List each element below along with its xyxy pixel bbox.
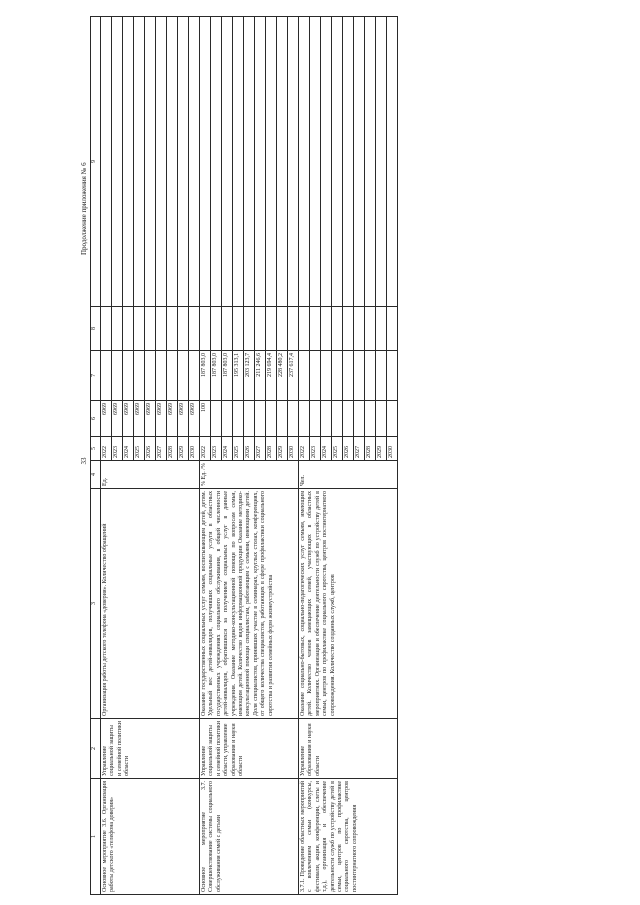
column-number: 7 [91,351,101,401]
amount-cell [156,351,167,401]
measure-name-cell: 3.7.1. Проведение областных мероприятий с вовлечением семьи (конкурсы, фестивали, акции, конференции, слеты и т.д.), организация и обеспечение деятельности служб по устройству детей в семьи, центров по профилактике социального сиротства, центров постинтернатного сопровождения [299,779,398,895]
column-number: 3 [91,489,101,719]
year-cell: 2027 [354,437,365,461]
table-row [200,17,211,895]
value-cell [332,401,343,437]
column-number: 5 [91,437,101,461]
column-9-cell [211,17,222,307]
unit-cell: % Ед. /% [200,461,299,489]
value-cell [255,401,266,437]
continuation-label: Продолжение приложения № 6 [80,162,88,255]
amount-cell [167,351,178,401]
column-8-cell [123,307,134,351]
column-8-cell [277,307,288,351]
year-cell: 2023 [211,437,222,461]
column-8-cell [178,307,189,351]
column-8-cell [101,307,112,351]
column-8-cell [354,307,365,351]
column-9-cell [244,17,255,307]
column-number: 1 [91,779,101,895]
value-cell [354,401,365,437]
column-8-cell [288,307,299,351]
value-cell [244,401,255,437]
indicator-cell: Оказание социально-бытовых, социально-педагогических услуг семьям, имеющим детей. Количество членов замещающих семей, участвующих в областных мероприятиях. Организация и обеспечение деятельности служб по устройству детей в семьи, центров по профилактике социального сиротства, центров постинтернатного сопровождения. Количество созданных служб, центров [299,489,398,719]
value-cell: 6969 [189,401,200,437]
value-cell [321,401,332,437]
value-cell [299,401,310,437]
amount-cell [145,351,156,401]
amount-cell [299,351,310,401]
value-cell [277,401,288,437]
year-cell: 2025 [233,437,244,461]
year-cell: 2023 [310,437,321,461]
appendix-table [90,16,398,895]
year-cell: 2026 [244,437,255,461]
column-number: 4 [91,461,101,489]
column-8-cell [266,307,277,351]
value-cell [310,401,321,437]
measure-name-cell: Основное мероприятие 3.6. Организация работы детского «телефона доверия» [101,779,200,895]
column-8-cell [167,307,178,351]
year-cell: 2025 [134,437,145,461]
year-cell: 2026 [343,437,354,461]
column-9-cell [376,17,387,307]
value-cell [233,401,244,437]
column-9-cell [189,17,200,307]
column-9-cell [167,17,178,307]
column-number-row [91,17,101,895]
indicator-cell: Оказание государственных социальных услуг семьям, воспитывающим детей, детям. Удельный вес детей-инвалидов, получивших социальные услуги в областных государственных учреждениях социального обслуживания, в общей численности детей-инвалидов, обратившихся за получением социальных услуг в данные учреждения. Оказание методико-консультационной помощи по вопросам семьи, имеющим детей. Количество видов информационной продукции Оказание методико-консультационной помощи специалистам, работающим с семьями, имеющими детей. Доля специалистов, принявших участие в семинарах, круглых столах, конференциях, от общего количества специалистов, работающих в сфере профилактики социального сиротства и развития семейных форм жизнеустройства [200,489,299,719]
year-cell: 2026 [145,437,156,461]
column-9-cell [178,17,189,307]
amount-cell [123,351,134,401]
executor-cell: Управление социальной защиты и семейной политики области [101,719,200,779]
year-cell: 2028 [167,437,178,461]
year-cell: 2022 [200,437,211,461]
column-8-cell [233,307,244,351]
value-cell [376,401,387,437]
column-8-cell [145,307,156,351]
value-cell: 6969 [178,401,189,437]
value-cell: 6969 [112,401,123,437]
column-9-cell [222,17,233,307]
indicator-cell: Организация работы детского телефона «доверия». Количество обращений [101,489,200,719]
value-cell [387,401,398,437]
column-9-cell [387,17,398,307]
column-8-cell [211,307,222,351]
value-cell: 6969 [167,401,178,437]
amount-cell [178,351,189,401]
column-9-cell [332,17,343,307]
amount-cell [343,351,354,401]
amount-cell: 195 313,1 [233,351,244,401]
table-row [101,17,112,895]
column-9-cell [101,17,112,307]
year-cell: 2024 [222,437,233,461]
amount-cell [354,351,365,401]
value-cell [365,401,376,437]
column-8-cell [332,307,343,351]
column-9-cell [255,17,266,307]
column-9-cell [266,17,277,307]
year-cell: 2030 [387,437,398,461]
column-9-cell [134,17,145,307]
unit-cell: Ед. [101,461,200,489]
column-9-cell [365,17,376,307]
column-9-cell [277,17,288,307]
column-8-cell [255,307,266,351]
column-9-cell [321,17,332,307]
column-8-cell [244,307,255,351]
column-9-cell [156,17,167,307]
column-9-cell [299,17,310,307]
year-cell: 2030 [189,437,200,461]
amount-cell [101,351,112,401]
unit-cell: Чел. [299,461,398,489]
column-9-cell [288,17,299,307]
table-row [299,17,310,895]
amount-cell: 211 246,6 [255,351,266,401]
amount-cell [189,351,200,401]
year-cell: 2030 [288,437,299,461]
column-8-cell [299,307,310,351]
value-cell: 100 [200,401,211,437]
value-cell: 6969 [123,401,134,437]
column-number: 6 [91,401,101,437]
year-cell: 2027 [156,437,167,461]
column-8-cell [134,307,145,351]
value-cell: 6969 [156,401,167,437]
column-8-cell [365,307,376,351]
executor-cell: Управление социальной защиты и семейной политики области, управление образования и науки области [200,719,299,779]
amount-cell: 228 480,2 [277,351,288,401]
year-cell: 2028 [365,437,376,461]
column-number: 2 [91,719,101,779]
column-number: 9 [91,17,101,307]
column-9-cell [343,17,354,307]
table-body [101,17,398,895]
amount-cell: 203 123,7 [244,351,255,401]
value-cell: 6969 [101,401,112,437]
year-cell: 2027 [255,437,266,461]
amount-cell [376,351,387,401]
column-9-cell [310,17,321,307]
column-8-cell [200,307,211,351]
amount-cell: 237 617,4 [288,351,299,401]
year-cell: 2024 [321,437,332,461]
value-cell: 6969 [134,401,145,437]
year-cell: 2029 [376,437,387,461]
column-9-cell [233,17,244,307]
year-cell: 2028 [266,437,277,461]
value-cell: 6969 [145,401,156,437]
value-cell [288,401,299,437]
column-8-cell [222,307,233,351]
executor-cell: Управление образования и науки области [299,719,398,779]
year-cell: 2022 [101,437,112,461]
column-9-cell [200,17,211,307]
column-9-cell [123,17,134,307]
amount-cell [112,351,123,401]
year-cell: 2022 [299,437,310,461]
year-cell: 2029 [277,437,288,461]
column-9-cell [354,17,365,307]
column-8-cell [321,307,332,351]
year-cell: 2023 [112,437,123,461]
column-number: 8 [91,307,101,351]
amount-cell [332,351,343,401]
amount-cell [387,351,398,401]
column-8-cell [387,307,398,351]
page-number: 33 [80,457,88,465]
column-8-cell [189,307,200,351]
amount-cell [321,351,332,401]
year-cell: 2025 [332,437,343,461]
column-8-cell [310,307,321,351]
column-8-cell [343,307,354,351]
column-8-cell [112,307,123,351]
amount-cell: 219 694,4 [266,351,277,401]
amount-cell: 187 803,0 [211,351,222,401]
column-8-cell [376,307,387,351]
value-cell [266,401,277,437]
amount-cell [134,351,145,401]
value-cell [343,401,354,437]
amount-cell: 187 803,0 [222,351,233,401]
column-9-cell [112,17,123,307]
year-cell: 2029 [178,437,189,461]
year-cell: 2024 [123,437,134,461]
amount-cell [365,351,376,401]
value-cell [211,401,222,437]
column-8-cell [156,307,167,351]
amount-cell [310,351,321,401]
amount-cell: 187 803,0 [200,351,211,401]
column-9-cell [145,17,156,307]
measure-name-cell: Основное мероприятие 3.7. Совершенствование системы социального обслуживания семей с детьми [200,779,299,895]
value-cell [222,401,233,437]
